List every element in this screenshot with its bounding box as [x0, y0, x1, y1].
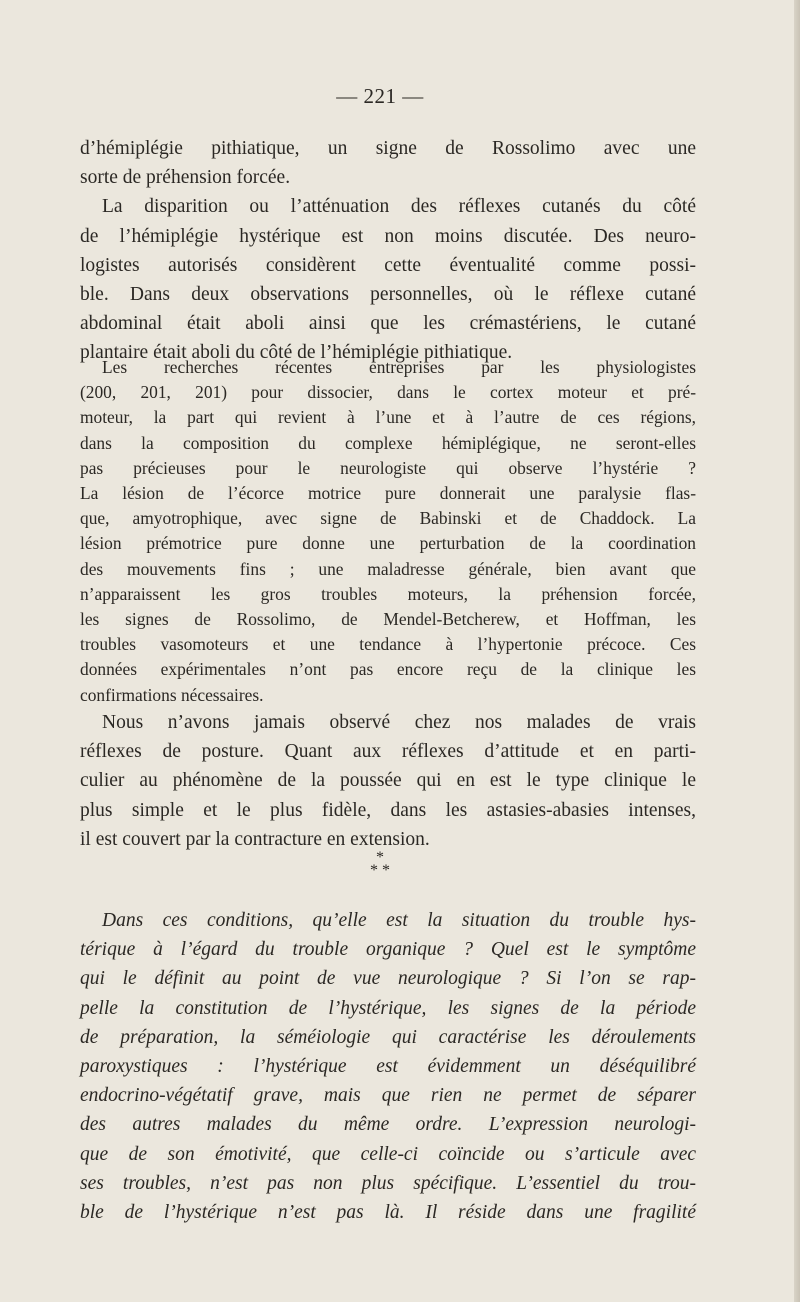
- text-line: (200, 201, 201) pour dissocier, dans le cortex moteur et pré-: [80, 382, 696, 403]
- text-line: abdominal était aboli ainsi que les crémastériens, le cutané: [80, 313, 696, 335]
- asterism-separator: [0, 851, 760, 877]
- text-line: térique à l’égard du trouble organique ? Quel est le symptôme: [80, 939, 696, 961]
- text-line: que, amyotrophique, avec signe de Babinski et de Chaddock. La: [80, 508, 696, 529]
- text-line: plus simple et le plus fidèle, dans les astasies-abasies intenses,: [80, 799, 696, 821]
- text-line: Les recherches récentes entreprises par les physiologistes: [102, 357, 696, 377]
- text-block-small-print: [80, 355, 696, 708]
- text-line: confirmations nécessaires.: [80, 684, 264, 705]
- text-line: moteur, la part qui revient à l’une et à l’autre de ces régions,: [80, 407, 696, 428]
- text-line: les signes de Rossolimo, de Mendel-Betcherew, et Hoffman, les: [80, 609, 696, 630]
- text-line: qui le définit au point de vue neurologique ? Si l’on se rap-: [80, 968, 696, 990]
- page-number: — 221 —: [336, 84, 424, 108]
- asterism-top: *: [376, 849, 384, 866]
- text-line: paroxystiques : l’hystérique est évidemment un déséquilibré: [80, 1056, 696, 1078]
- text-line: des autres malades du même ordre. L’expression neurologi-: [80, 1114, 696, 1136]
- text-line: logistes autorisés considèrent cette éventualité comme possi-: [80, 254, 696, 276]
- text-line: pas précieuses pour le neurologiste qui observe l’hystérie ?: [80, 457, 696, 478]
- text-line: ses troubles, n’est pas non plus spécifique. L’essentiel du trou-: [80, 1172, 696, 1194]
- text-line: de préparation, la séméiologie qui caractérise les déroulements: [80, 1026, 696, 1048]
- text-line: pelle la constitution de l’hystérique, les signes de la période: [80, 997, 696, 1019]
- text-line: n’apparaissent les gros troubles moteurs, la préhension forcée,: [80, 583, 696, 604]
- text-line: ble. Dans deux observations personnelles, où le réflexe cutané: [80, 284, 696, 306]
- text-line: données expérimentales n’ont pas encore reçu de la clinique les: [80, 659, 696, 680]
- paragraph-reflexes-cutanes: [80, 192, 696, 367]
- text-line: plantaire était aboli du côté de l’hémiplégie pithiatique.: [80, 342, 513, 364]
- paragraph-continuation: [80, 134, 696, 192]
- text-line: d’hémiplégie pithiatique, un signe de Rossolimo avec une: [80, 138, 696, 159]
- text-line: de l’hémiplégie hystérique est non moins discutée. Des neuro-: [80, 225, 696, 247]
- text-line: troubles vasomoteurs et une tendance à l’hypertonie précoce. Ces: [80, 634, 696, 655]
- text-line: des mouvements fins ; une maladresse générale, bien avant que: [80, 558, 696, 579]
- text-line: réflexes de posture. Quant aux réflexes d’attitude et en parti-: [80, 741, 696, 763]
- text-line: endocrino-végétatif grave, mais que rien ne permet de séparer: [80, 1085, 696, 1107]
- text-line: il est couvert par la contracture en extension.: [80, 828, 430, 850]
- text-line: dans la composition du complexe hémiplégique, ne seront-elles: [80, 432, 696, 453]
- text-line: Nous n’avons jamais observé chez nos malades de vrais: [102, 712, 696, 733]
- text-line: que de son émotivité, que celle-ci coïncide ou s’articule avec: [80, 1143, 696, 1165]
- text-line: Dans ces conditions, qu’elle est la situation du trouble hys-: [102, 910, 696, 931]
- text-line: lésion prémotrice pure donne une perturbation de la coordination: [80, 533, 696, 554]
- text-line: culier au phénomène de la poussée qui en est le type clinique le: [80, 770, 696, 792]
- text-block-italic-conclusion: [80, 906, 696, 1227]
- text-line: La lésion de l’écorce motrice pure donnerait une paralysie flas-: [80, 483, 696, 504]
- page-edge-shadow: [794, 0, 800, 1302]
- asterism-bottom: * *: [370, 862, 390, 879]
- text-line: ble de l’hystérique n’est pas là. Il réside dans une fragilité: [80, 1202, 696, 1224]
- text-line: La disparition ou l’atténuation des réflexes cutanés du côté: [102, 196, 696, 218]
- text-block-posture: [80, 708, 696, 854]
- text-block-upper: [80, 134, 696, 368]
- text-line: sorte de préhension forcée.: [80, 167, 291, 189]
